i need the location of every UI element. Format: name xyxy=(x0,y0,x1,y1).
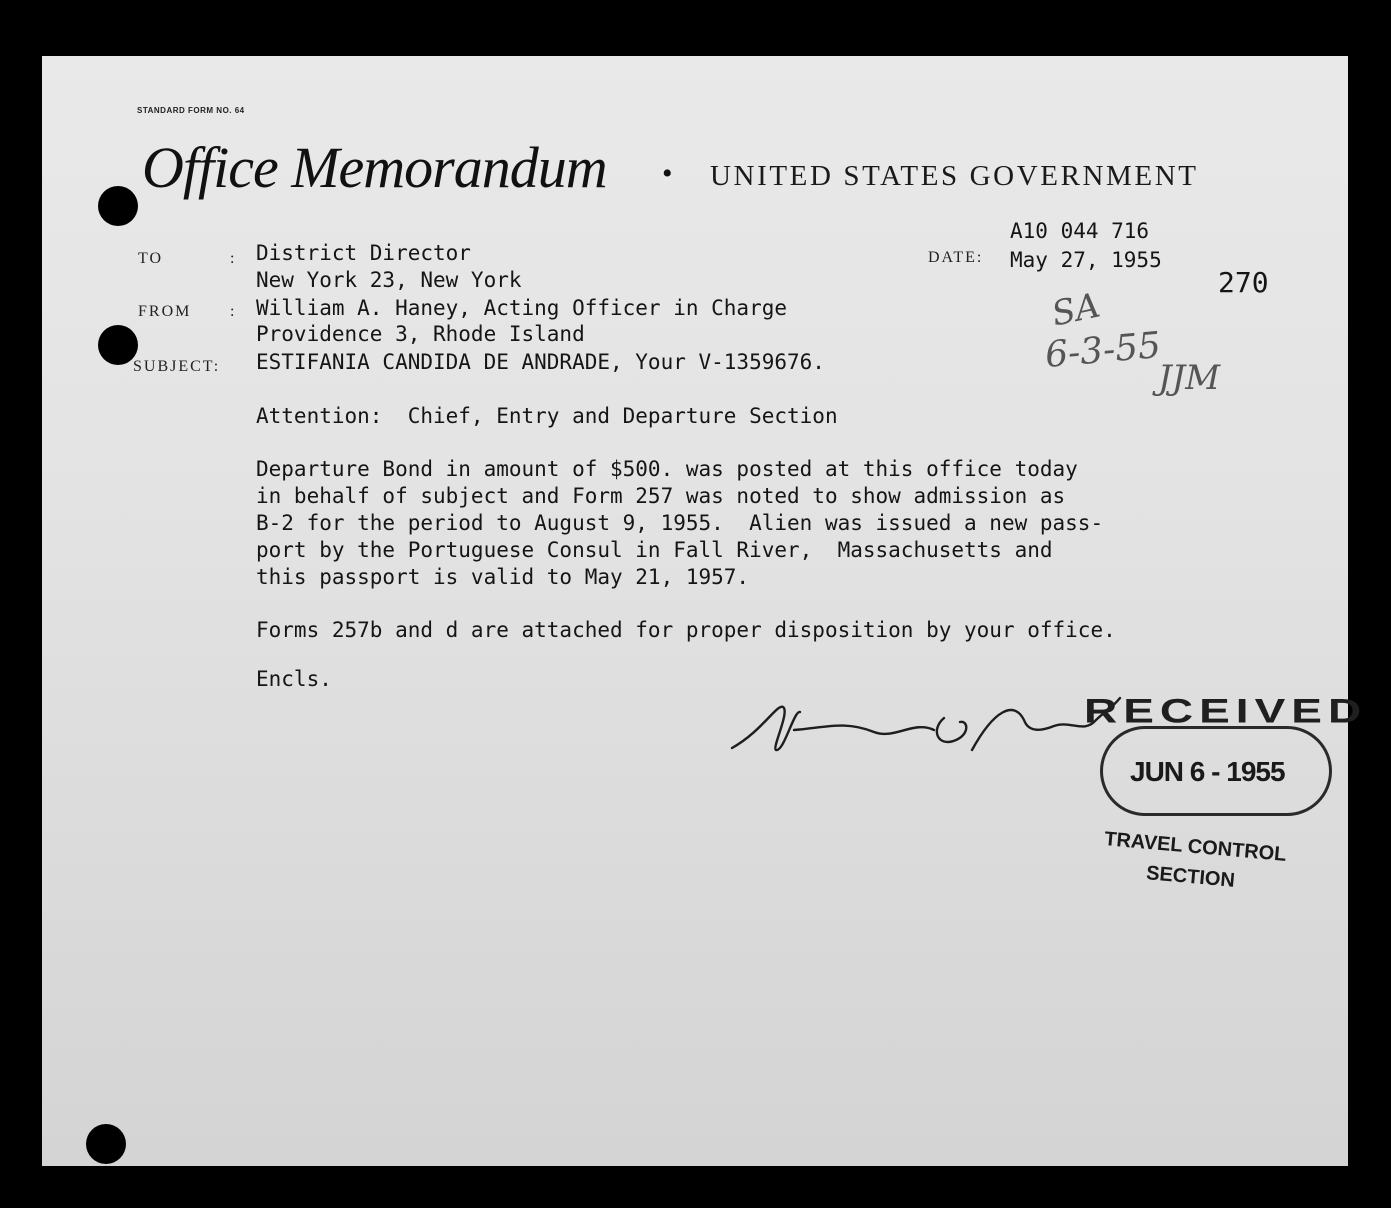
form-number: STANDARD FORM NO. 64 xyxy=(137,106,245,115)
from-label: FROM xyxy=(138,303,192,320)
handwritten-initials-2: JJM xyxy=(1158,358,1221,398)
from-colon: : xyxy=(230,303,237,320)
to-colon: : xyxy=(230,250,237,267)
date-value: May 27, 1955 xyxy=(1010,248,1162,272)
government-heading: UNITED STATES GOVERNMENT xyxy=(710,160,1199,192)
body-paragraph: Departure Bond in amount of $500. was posted at this office today in behalf of subject and Form 257 was noted to show admission as B-2 for the period to August 9, 1955. Alien was issued a new pass- port by the Portuguese Consul in Fall River, Massachusetts and this passport is valid to May 21, 1957. xyxy=(256,457,1104,589)
handwritten-date: 6-3-55 xyxy=(1043,325,1163,376)
masthead-title: Office Memorandum xyxy=(142,135,607,200)
page-number: 270 xyxy=(1218,266,1269,299)
punch-hole-middle xyxy=(98,325,138,365)
subject-value: ESTIFANIA CANDIDA DE ANDRADE, Your V-1359676. xyxy=(256,350,825,374)
received-stamp xyxy=(1060,690,1368,905)
received-stamp-unit-line-1: TRAVEL CONTROL xyxy=(1103,828,1288,866)
to-line-2: New York 23, New York xyxy=(256,268,522,292)
received-stamp-unit-line-2: SECTION xyxy=(1145,862,1236,892)
forms-note: Forms 257b and d are attached for proper disposition by your office. xyxy=(256,618,1116,642)
from-line-1: William A. Haney, Acting Officer in Charge xyxy=(256,296,788,320)
received-stamp-heading: RECEIVED xyxy=(1084,690,1368,730)
to-label: TO xyxy=(138,250,164,267)
handwritten-initials: SA xyxy=(1048,285,1104,335)
subject-label: SUBJECT: xyxy=(133,358,221,375)
file-number: A10 044 716 xyxy=(1010,219,1150,243)
punch-hole-top xyxy=(98,186,138,226)
from-line-2: Providence 3, Rhode Island xyxy=(256,322,585,346)
to-line-1: District Director xyxy=(256,241,471,265)
received-stamp-date: JUN 6 - 1955 xyxy=(1130,756,1285,787)
date-label: DATE: xyxy=(928,249,984,266)
enclosures: Encls. xyxy=(256,667,332,691)
masthead-bullet: • xyxy=(662,157,673,190)
punch-hole-bottom xyxy=(86,1124,126,1164)
attention-line: Attention: Chief, Entry and Departure Section xyxy=(256,404,838,428)
memo-page xyxy=(42,56,1348,1166)
